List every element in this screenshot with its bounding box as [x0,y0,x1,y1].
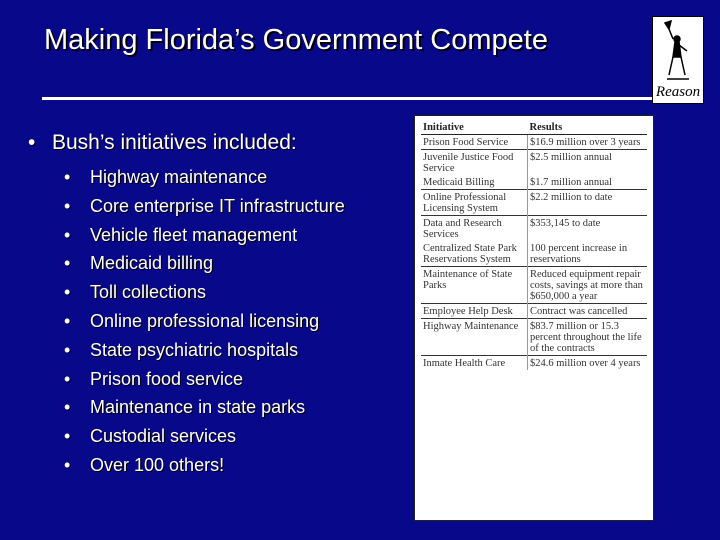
bullet-dot: • [64,167,71,187]
result-cell: $2.2 million to date [528,190,648,216]
list-item-text: Vehicle fleet management [90,224,298,245]
bullet-dot: • [64,310,71,331]
bullet-dot: • [64,397,71,418]
list-item [64,394,345,423]
table-row [421,175,647,190]
initiative-cell: Centralized State Park Reservations System [421,241,528,267]
initiative-cell: Employee Help Desk [421,304,528,319]
bullet-dot: • [64,253,71,274]
table-row [421,356,647,371]
initiative-cell: Maintenance of State Parks [421,267,528,304]
table-row [421,304,647,319]
main-bullet [28,131,297,155]
results-table [421,120,647,370]
result-cell: Contract was cancelled [528,304,648,319]
result-cell: $2.5 million annual [528,150,648,176]
table-row [421,241,647,267]
initiative-cell: Inmate Health Care [421,356,528,371]
bullet-dot: • [64,282,71,303]
initiative-cell: Highway Maintenance [421,319,528,356]
slide-title: Making Florida’s Government Compete [44,24,548,56]
list-item [64,366,345,395]
reason-logo [652,16,704,104]
bullet-dot: • [64,426,71,447]
table-body [421,135,647,371]
list-item-text: Medicaid billing [90,253,214,274]
result-cell: 100 percent increase in reservations [530,243,628,265]
table-row [421,190,647,216]
list-item-text: Highway maintenance [90,167,268,187]
list-item-text: Online professional licensing [90,310,320,331]
list-item [64,193,345,222]
torch-figure-icon [653,17,703,87]
logo-wordmark: Reason [655,84,701,100]
initiative-cell: Data and Research Services [421,216,528,242]
bullet-dot: • [64,195,71,216]
list-item [64,164,345,193]
result-cell: $1.7 million annual [530,177,612,188]
bullet-dot: • [64,339,71,360]
table-row [421,267,647,304]
table-row [421,135,647,150]
initiative-list [64,164,345,481]
list-item [64,279,345,308]
list-item [64,222,345,251]
header-initiative: Initiative [421,120,528,135]
result-cell: $24.6 million over 4 years [528,356,648,371]
list-item [64,423,345,452]
bullet-dot: • [64,454,71,475]
list-item-text: State psychiatric hospitals [90,339,299,360]
list-item [64,452,345,481]
result-cell: $353,145 to date [528,216,648,242]
table-row [421,319,647,356]
initiative-cell: Prison Food Service [421,135,528,150]
list-item-text: Toll collections [90,282,207,303]
list-item-text: Custodial services [90,426,237,447]
list-item [64,250,345,279]
table-header-row [421,120,647,135]
bullet-dot: • [28,131,36,154]
initiative-cell: Online Professional Licensing System [421,190,528,216]
list-item-text: Over 100 others! [90,454,225,475]
initiative-cell: Medicaid Billing [421,175,528,190]
bullet-dot: • [64,224,71,245]
list-item-text: Prison food service [90,368,244,389]
list-item [64,337,345,366]
bullet-dot: • [64,368,71,389]
main-bullet-text: Bush’s initiatives included: [52,131,297,154]
results-table-image [414,115,654,521]
table-row [421,150,647,176]
initiative-cell: Juvenile Justice Food Service [421,150,528,176]
result-cell: $16.9 million over 3 years [530,137,641,148]
result-cell: Reduced equipment repair costs, savings at more than $650,000 a year [528,267,648,304]
table-row [421,216,647,242]
result-cell: $83.7 million or 15.3 percent throughout the life of the contracts [528,319,648,356]
list-item-text: Core enterprise IT infrastructure [90,195,345,216]
header-results: Results [528,120,648,135]
list-item-text: Maintenance in state parks [90,397,306,418]
title-divider [42,97,652,100]
list-item [64,308,345,337]
